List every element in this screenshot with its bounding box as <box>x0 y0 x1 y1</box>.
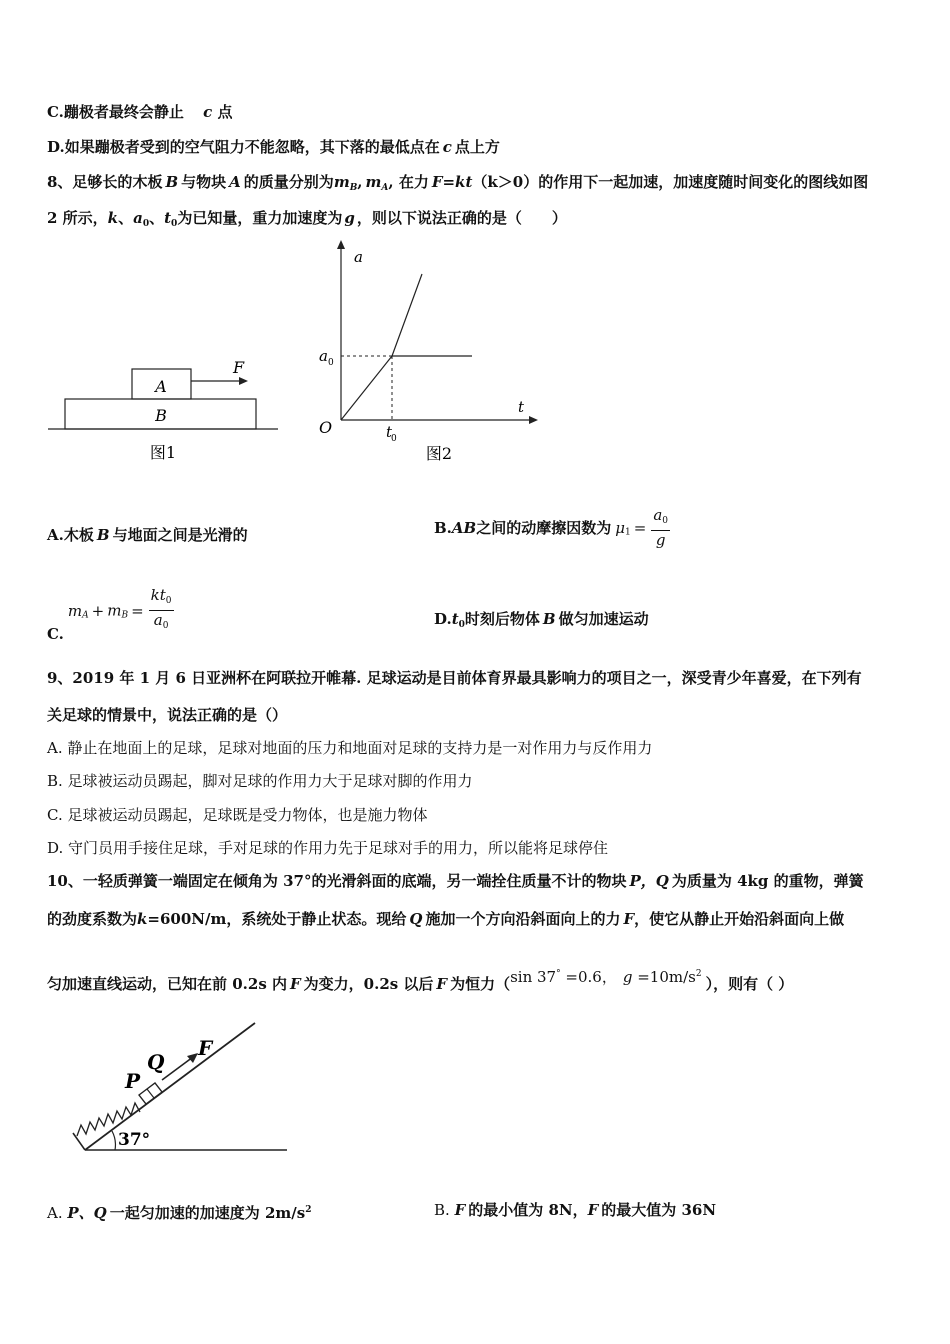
q8-k-condition: （k＞0） <box>472 173 539 191</box>
q10-symbol-g: g <box>622 968 633 986</box>
q8-option-c-num-sub: 0 <box>165 596 172 606</box>
q9-option-c: C. 足球被运动员踢起，足球既是受力物体，也是施力物体 <box>47 806 428 824</box>
q8-option-c-den-sub: 0 <box>162 621 169 631</box>
q10-g-value: =10m/s <box>632 968 696 986</box>
q8-option-c-mb-sub: B <box>121 610 129 621</box>
angle-label: 37° <box>118 1130 151 1150</box>
q10-option-a-text: 一起匀加速的加速度为 2m/s <box>109 1204 306 1222</box>
q10-option-b-text: 的最小值为 8N， <box>468 1201 588 1219</box>
q8-option-b-denominator: g <box>655 531 666 549</box>
q8-option-b-eq: = <box>633 518 647 537</box>
q8-symbol-a0-sub: 0 <box>142 219 150 229</box>
q10-option-a-text: A. <box>47 1204 68 1222</box>
a-axis-arrow <box>337 240 345 249</box>
q8-sep: 、 <box>118 209 134 227</box>
q10-stem-text: 10、一轻质弹簧一端固定在倾角为 37°的光滑斜面的底端，另一端拴住质量不计的物块 <box>47 872 627 890</box>
a0-label-sub: 0 <box>328 358 334 368</box>
figure1-caption: 图1 <box>149 443 177 462</box>
p-label: P <box>125 1069 141 1093</box>
force-arrowhead <box>239 377 248 385</box>
t-axis-arrow <box>529 416 538 424</box>
q8-option-c <box>47 586 176 644</box>
force-arrow-line <box>162 1057 193 1080</box>
q8-option-d-symbol: B <box>542 610 556 628</box>
q7-option-c <box>47 102 233 122</box>
q8-sep: 、 <box>149 209 165 227</box>
q10-stem-text: 为质量为 4kg 的重物，弹簧 <box>671 872 864 890</box>
q8-force-expression: F=kt <box>431 173 473 191</box>
q8-stem-text: 与物块 <box>181 173 227 191</box>
q8-option-b-symbol: AB <box>451 518 477 537</box>
q7-option-c-text: C.蹦极者最终会静止 <box>47 103 184 121</box>
q8-option-c-plus: + <box>91 601 105 620</box>
q8-option-d-text: 时刻后物体 <box>464 610 540 628</box>
q10-stem-line1 <box>47 871 864 891</box>
q8-option-c-numerator <box>149 586 174 611</box>
force-label: F <box>233 358 245 377</box>
q7-option-d-point: c <box>442 138 452 156</box>
t0-label: t <box>386 423 393 441</box>
q10-symbol-f: F <box>623 910 635 928</box>
q10-sin-value: =0.6 <box>560 968 602 986</box>
q10-g-exponent: 2 <box>695 969 702 979</box>
q8-stem-line2 <box>47 208 567 234</box>
graph-line-common <box>341 356 392 420</box>
q8-option-d-t-sub: 0 <box>458 620 465 630</box>
q10-comma: ， <box>601 968 617 986</box>
q8-option-c-ma: m <box>67 601 83 620</box>
q10-given-values <box>510 968 701 986</box>
q8-option-b-mu-sub: 1 <box>625 527 631 538</box>
q8-option-b-mu: μ <box>615 518 625 537</box>
q8-stem-text: 8、足够长的木板 <box>47 173 163 191</box>
q7-option-c-point: c <box>203 103 213 121</box>
q8-option-c-label: C. <box>47 624 64 643</box>
a0-label: a <box>319 347 328 365</box>
q10-option-b-text: 的最大值为 36N <box>601 1201 717 1219</box>
q10-option-a-symbol: P、Q <box>67 1204 107 1222</box>
q10-option-b-text: B. <box>434 1201 455 1219</box>
q7-option-d <box>47 137 500 157</box>
figure2-caption: 图2 <box>425 444 453 463</box>
q8-option-a <box>47 525 248 545</box>
q8-option-c-den-symbol: a <box>153 611 163 629</box>
q8-option-b-num-sub: 0 <box>662 516 668 526</box>
q10-symbol-k: k <box>137 910 148 928</box>
q8-option-d-t: t <box>451 610 459 628</box>
q10-stem-text: 匀加速直线运动，已知在前 0.2s 内 <box>47 975 287 993</box>
q8-figure2 <box>310 238 550 470</box>
q8-option-b-text: 之间的动摩擦因数为 <box>476 518 612 537</box>
q8-stem-text: 为已知量，重力加速度为 <box>177 209 343 227</box>
q8-symbol-g: g <box>344 209 355 227</box>
q8-option-c-ma-sub: A <box>82 610 89 621</box>
q8-stem-text: 2 所示， <box>47 209 108 227</box>
q8-option-d <box>434 609 649 635</box>
q7-option-d-prefix: D.如果蹦极者受到的空气阻力不能忽略，其下落的最低点在 <box>47 138 440 156</box>
q10-symbol-f: F <box>436 975 448 993</box>
q8-comma: , <box>357 173 363 191</box>
q-label: Q <box>147 1050 165 1074</box>
q10-stem-text: 的劲度系数为 <box>47 910 138 928</box>
origin-label: O <box>319 418 333 437</box>
q9-option-a: A. 静止在地面上的足球，足球对地面的压力和地面对足球的支持力是一对作用力与反作用力 <box>47 739 653 757</box>
q10-option-b-symbol: F <box>587 1201 599 1219</box>
q10-sin-expr: sin 37 <box>510 968 557 986</box>
q8-mass-a-sub: A <box>381 183 389 193</box>
q8-figure1 <box>45 350 285 470</box>
q10-stem-text: 为恒力（ <box>450 975 511 993</box>
a-axis-label: a <box>354 248 363 266</box>
q8-mass-b-sub: B <box>349 183 358 193</box>
q8-option-c-mb: m <box>107 601 122 620</box>
incline-wall <box>73 1133 85 1150</box>
q8-option-b-fraction <box>651 506 670 549</box>
q10-stem-text: ，使它从静止开始沿斜面向上做 <box>634 910 845 928</box>
q10-option-a <box>47 1200 311 1223</box>
angle-arc <box>112 1131 115 1150</box>
q8-option-b <box>434 506 672 549</box>
q10-option-b <box>434 1200 716 1220</box>
q9-stem-line1: 9、2019 年 1 月 6 日亚洲杯在阿联拉开帷幕. 足球运动是目前体育界最具影响力的项目之一，深受青少年喜爱，在下列有 <box>47 669 862 687</box>
q10-figure <box>65 1015 295 1160</box>
q8-option-b-num-symbol: a <box>653 506 663 524</box>
incline-surface <box>85 1023 255 1150</box>
q8-option-b-numerator <box>651 506 670 531</box>
q10-symbol-f: F <box>290 975 301 993</box>
q8-mass-b: m <box>333 173 350 191</box>
q9-option-b: B. 足球被运动员踢起，脚对足球的作用力大于足球对脚的作用力 <box>47 772 473 790</box>
plank-b-label: B <box>155 406 167 425</box>
q9-option-d: D. 守门员用手接住足球，手对足球的作用力先于足球对手的用力，所以能将足球停住 <box>47 839 609 857</box>
q8-option-a-text: A.木板 <box>47 526 94 544</box>
q7-option-d-suffix: 点上方 <box>454 138 500 156</box>
q10-symbol-pq: P，Q <box>629 872 669 890</box>
q10-stem-text: 施加一个方向沿斜面向上的力 <box>425 910 621 928</box>
q10-option-a-exponent: 2 <box>305 1205 312 1215</box>
q8-option-b-text: B. <box>434 518 452 537</box>
q8-symbol-b: B <box>165 173 179 191</box>
q9-stem-line2: 关足球的情景中，说法正确的是（） <box>47 706 288 724</box>
q10-stem-line3 <box>47 968 794 994</box>
q10-stem-text: 为变力，0.2s 以后 <box>303 975 434 993</box>
t0-label-sub: 0 <box>391 434 397 444</box>
q8-stem-text: 的作用下一起加速，加速度随时间变化的图线如图 <box>538 173 869 191</box>
q8-option-d-text: D. <box>434 610 452 628</box>
q7-option-c-suffix: 点 <box>217 103 233 121</box>
q8-stem-line1 <box>47 172 868 198</box>
q8-option-d-text: 做匀加速运动 <box>558 610 649 628</box>
q8-stem-text: 的质量分别为 <box>243 173 334 191</box>
t-axis-label: t <box>518 398 525 416</box>
q8-symbol-k: k <box>107 209 119 227</box>
q10-symbol-q: Q <box>409 910 423 928</box>
q8-option-a-text: 与地面之间是光滑的 <box>112 526 248 544</box>
q8-option-a-symbol: B <box>96 526 110 544</box>
q10-stem-text: ），则有（ ） <box>705 975 794 993</box>
q8-option-c-eq: = <box>131 601 144 620</box>
q8-symbol-t0-sub: 0 <box>171 219 178 229</box>
q8-stem-text: , 在力 <box>388 173 429 191</box>
q8-symbol-t0: t <box>164 209 172 227</box>
q8-symbol-a: A <box>229 173 241 191</box>
q8-option-b-label <box>434 518 611 538</box>
q10-option-b-symbol: F <box>454 1201 466 1219</box>
force-arrowhead <box>187 1053 198 1063</box>
f-label: F <box>198 1036 213 1060</box>
q8-stem-text: ，则以下说法正确的是（ ） <box>356 209 567 227</box>
q10-sin-degree: ° <box>556 969 561 979</box>
block-a-label: A <box>155 377 167 396</box>
q10-stem-line2 <box>47 909 844 929</box>
q8-option-c-num-symbol: kt <box>150 586 166 604</box>
q8-symbol-a0: a <box>133 209 143 227</box>
q8-mass-a: m <box>365 173 382 191</box>
graph-line-a <box>392 274 422 356</box>
q8-option-c-denominator <box>152 611 171 635</box>
q10-stem-text: =600N/m，系统处于静止状态。现给 <box>147 910 407 928</box>
q8-option-c-fraction <box>149 586 174 635</box>
